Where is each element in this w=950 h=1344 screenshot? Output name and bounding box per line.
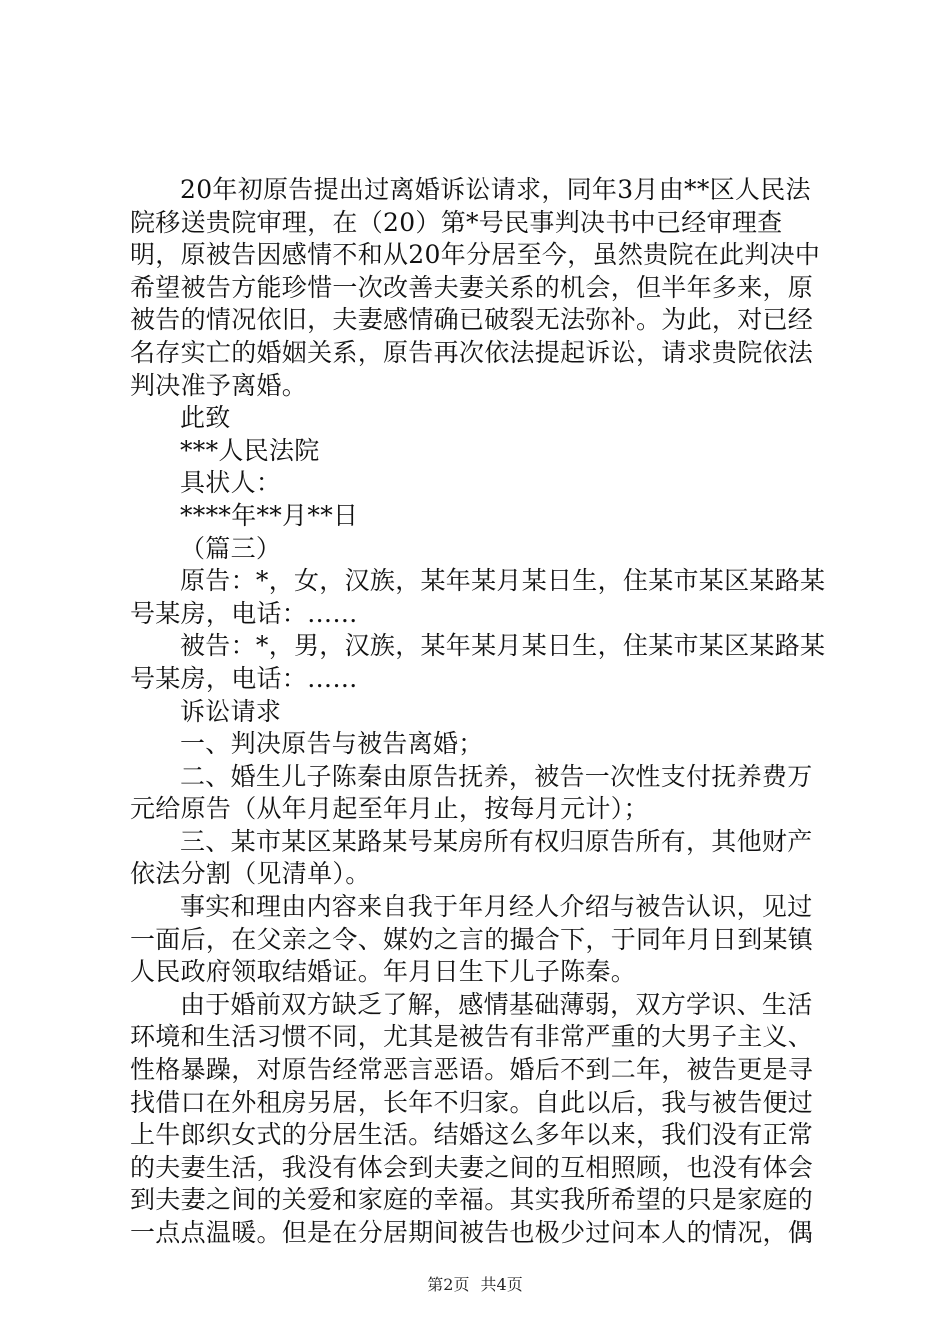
- plaintiff-info: 原告：*，女，汉族，某年某月某日生，住某市某区某路某号某房，电话：……: [130, 566, 826, 628]
- claims-heading: 诉讼请求: [180, 696, 282, 726]
- claim-item-2: 二、婚生儿子陈秦由原告抚养，被告一次性支付抚养费万元给原告（从年月起至年月止，按每月元计）；: [130, 761, 813, 824]
- claim-item-3: 三、某市某区某路某号某房所有权归原告所有，其他财产依法分割（见清单）。: [130, 826, 813, 889]
- document-body: [130, 174, 830, 1250]
- salutation: 此致: [180, 403, 231, 433]
- document-date: ****年**月**日: [180, 500, 359, 530]
- reasons-paragraph: 由于婚前双方缺乏了解，感情基础薄弱，双方学识、生活环境和生活习惯不同，尤其是被告有非常严重的大男子主义、性格暴躁，对原告经常恶言恶语。婚后不到二年，被告更是寻找借口在外租房另居，长年不归家。自此以后，我与被告便过上牛郎织女式的分居生活。结婚这么多年以来，我们没有正常的夫妻生活，我没有体会到夫妻之间的互相照顾，也没有体会到夫妻之间的关爱和家庭的幸福。其实我所希望的只是家庭的一点点温暖。但是在分居期间被告也极少过问本人的情况，偶: [130, 989, 814, 1247]
- plaintiff-signature-label: 具状人：: [180, 468, 282, 498]
- claim-item-1: 一、判决原告与被告离婚；: [180, 729, 484, 759]
- court-addressee: ***人民法院: [180, 435, 320, 465]
- section-heading-part-three: （篇三）: [180, 533, 282, 563]
- page-footer: [0, 1272, 950, 1295]
- facts-paragraph: 事实和理由内容来自我于年月经人介绍与被告认识，见过一面后，在父亲之令、媒妁之言的撮合下，于同年月日到某镇人民政府领取结婚证。年月日生下儿子陈秦。: [130, 892, 814, 987]
- page-total: 共4页: [480, 1275, 523, 1294]
- paragraph-prior-lawsuit: 20年初原告提出过离婚诉讼请求，同年3月由**区人民法院移送贵院审理，在（20）第*号民事判决书中已经审理查明，原被告因感情不和从20年分居至今，虽然贵院在此判决中希望被告方能珍惜一次改善夫妻关系的机会，但半年多来，原被告的情况依旧，夫妻感情确已破裂无法弥补。为此，对已经名存实亡的婚姻关系，原告再次依法提起诉讼，请求贵院依法判决准予离婚。: [130, 175, 821, 400]
- defendant-info: 被告：*，男，汉族，某年某月某日生，住某市某区某路某号某房，电话：……: [130, 631, 826, 693]
- page-number: 第2页: [427, 1275, 470, 1294]
